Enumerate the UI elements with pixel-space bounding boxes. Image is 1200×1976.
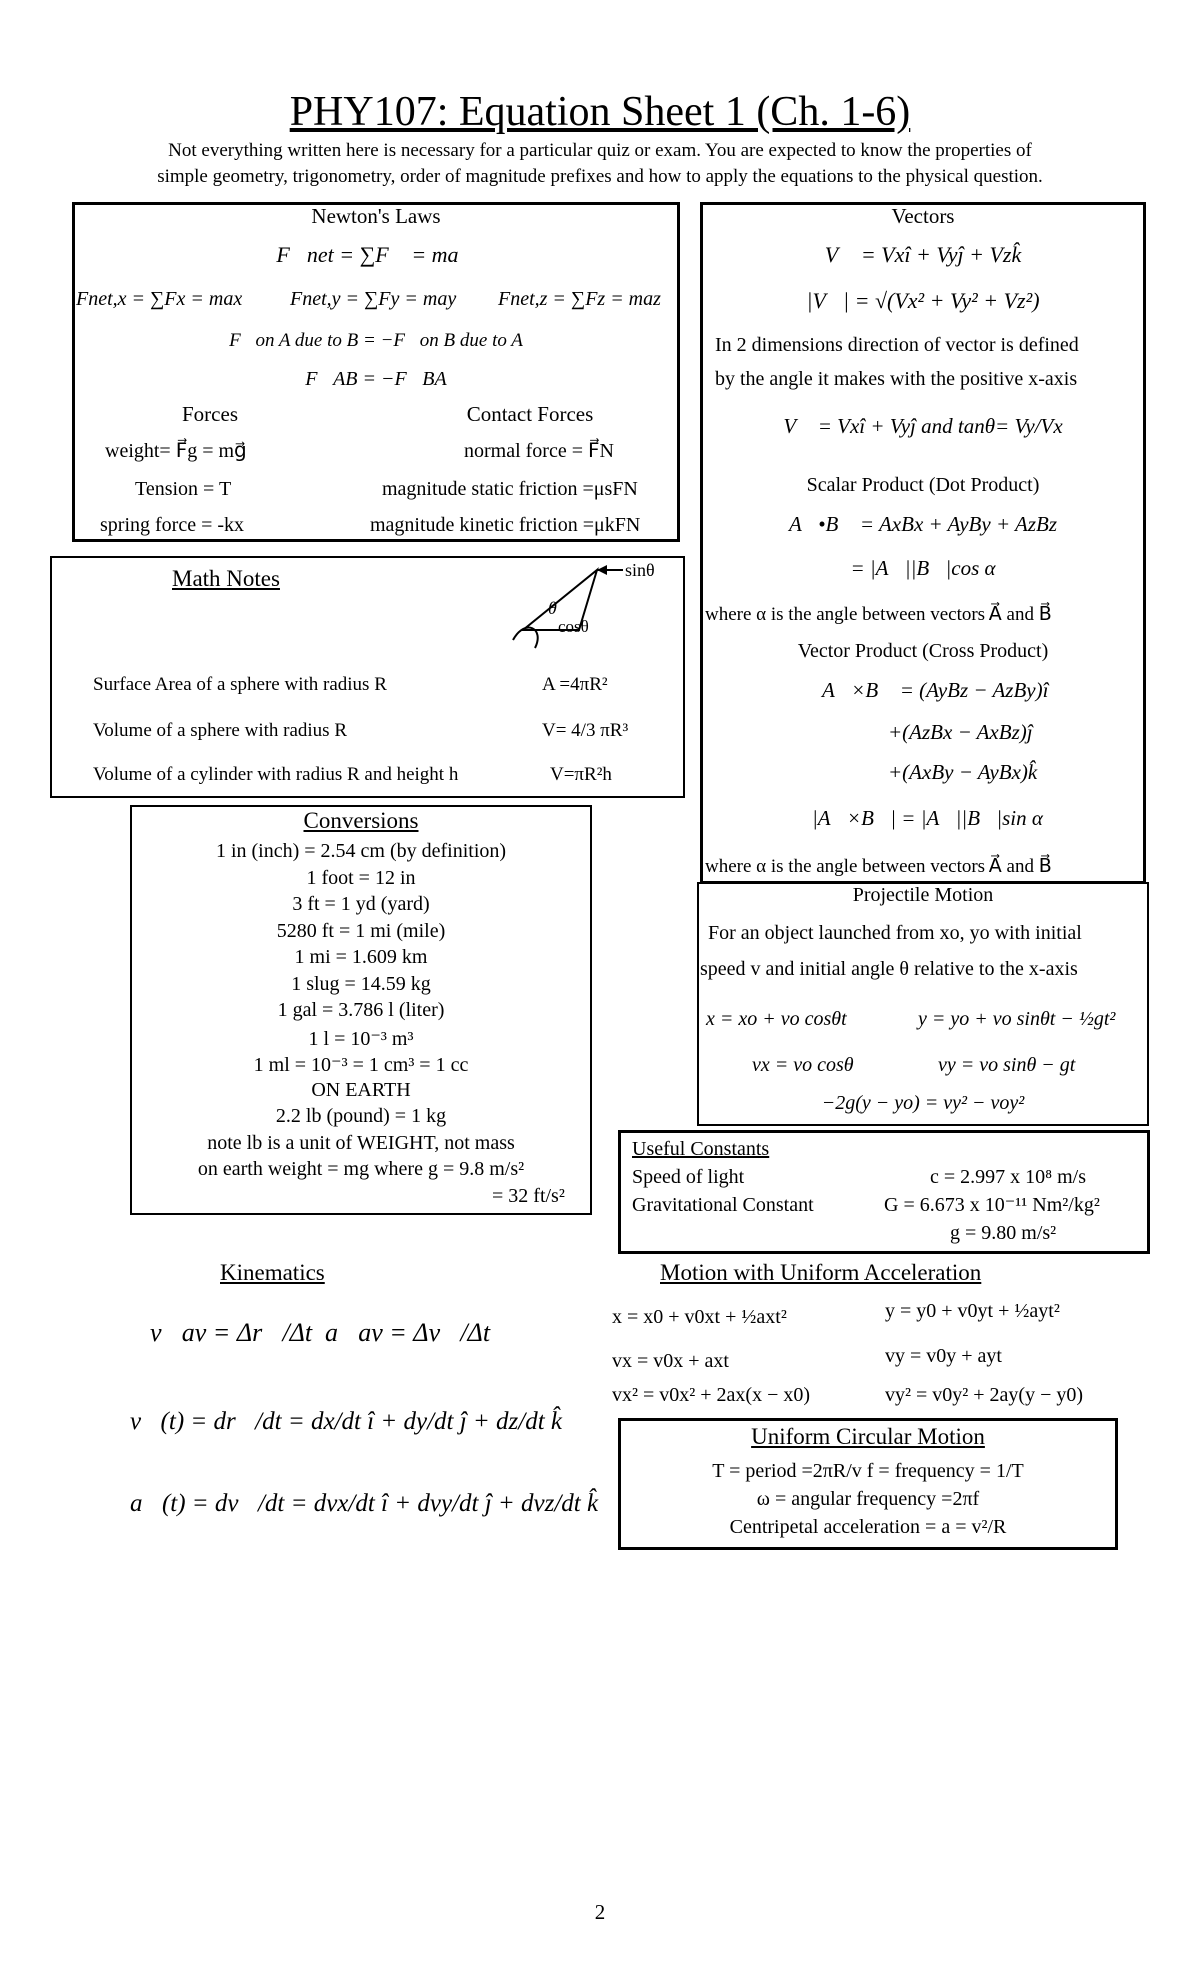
vectors-title: Vectors (891, 204, 955, 228)
conversions-list (130, 840, 592, 1185)
circular-motion-period: T = period =2πR/v f = frequency = 1/T (712, 1460, 1024, 1482)
vector-direction-text-2: by the angle it makes with the positive x-axis (715, 368, 1078, 390)
kinetic-friction-formula: magnitude kinetic friction =μkFN (370, 514, 641, 536)
gravity-value: g = 9.80 m/s² (950, 1222, 1057, 1244)
projectile-y-velocity: vy = vo sinθ − gt (938, 1054, 1076, 1076)
projectile-x-velocity: vx = vo cosθ (752, 1054, 854, 1076)
page-title: PHY107: Equation Sheet 1 (Ch. 1-6) (289, 89, 911, 135)
conversion-line: 3 ft = 1 yd (yard) (292, 893, 430, 915)
forces-heading: Forces (182, 402, 238, 426)
dot-product-title: Scalar Product (Dot Product) (806, 474, 1040, 496)
circular-motion-centripetal: Centripetal acceleration = a = v²/R (729, 1516, 1007, 1538)
conversion-line: 1 gal = 3.786 l (liter) (277, 999, 445, 1021)
contact-forces-heading: Contact Forces (466, 402, 594, 426)
conversion-line: 1 slug = 14.59 kg (291, 972, 431, 995)
newton-z-component: Fnet,z = ∑Fz = maz (498, 288, 661, 310)
cross-product-title: Vector Product (Cross Product) (797, 640, 1049, 662)
sphere-area-eq: A =4πR² (542, 674, 608, 695)
circular-motion-title: Uniform Circular Motion (751, 1424, 985, 1449)
kinematics-title: Kinematics (220, 1260, 325, 1285)
conversion-line: ON EARTH (311, 1078, 411, 1101)
projectile-text-1: For an object launched from xo, yo with initial (708, 922, 1082, 944)
grav-constant-value: G = 6.673 x 10⁻¹¹ Nm²/kg² (884, 1194, 1100, 1216)
weight-formula: weight= F⃗g = mg⃗ (105, 440, 247, 462)
conversions-title: Conversions (303, 808, 419, 833)
newtons-laws-title: Newton's Laws (311, 204, 441, 228)
sin-label: sinθ (625, 560, 655, 580)
uniform-acceleration-title: Motion with Uniform Acceleration (660, 1260, 982, 1285)
cross-product-where: where α is the angle between vectors A⃗ and B⃗ (705, 856, 1052, 877)
conversion-line: 2.2 lb (pound) = 1 kg (275, 1105, 447, 1127)
conversion-line: 1 foot = 12 in (306, 866, 416, 889)
instantaneous-velocity-eq: v⃗(t) = dr⃗/dt = dx/dt î + dy/dt ĵ + dz/dt k̂ (130, 1408, 563, 1435)
uniform-accel-x-position: x = x0 + v0xt + ½axt² (612, 1306, 787, 1328)
spring-formula: spring force = -kx (100, 514, 245, 536)
vector-components-eq: V⃗ = Vxî + Vyĵ + Vzk̂ (824, 242, 1022, 267)
dot-product-eq-1: A⃗•B⃗ = AxBx + AyBy + AzBz (789, 512, 1057, 536)
conversion-g-feet: = 32 ft/s² (492, 1185, 565, 1207)
page-number: 2 (594, 1900, 606, 1924)
average-velocity-eq: v⃗av = Δr⃗/Δt (150, 1318, 313, 1347)
dot-product-where: where α is the angle between vectors A⃗ and B⃗ (705, 604, 1052, 625)
sphere-area-label: Surface Area of a sphere with radius R (93, 674, 387, 695)
conversion-line: 1 l = 10⁻³ m³ (308, 1027, 414, 1050)
sphere-volume-eq: V= 4/3 πR³ (542, 720, 629, 741)
sphere-volume-label: Volume of a sphere with radius R (93, 720, 347, 741)
intro-line-2: simple geometry, trigonometry, order of magnitude prefixes and how to apply the equations to the physical question. (157, 166, 1043, 187)
speed-of-light-value: c = 2.997 x 10⁸ m/s (930, 1166, 1087, 1188)
newton-x-component: Fnet,x = ∑Fx = max (76, 288, 243, 310)
conversion-line: 1 in (inch) = 2.54 cm (by definition) (215, 840, 507, 862)
static-friction-formula: magnitude static friction =μsFN (382, 478, 638, 500)
conversion-line: note lb is a unit of WEIGHT, not mass (207, 1131, 515, 1154)
projectile-text-2: speed v and initial angle θ relative to the x-axis (700, 958, 1078, 980)
dot-product-eq-2: = |A⃗||B⃗|cos α (850, 556, 996, 580)
normal-force-formula: normal force = F⃗N (464, 440, 614, 462)
instantaneous-acceleration-eq: a⃗(t) = dv⃗/dt = dvx/dt î + dvy/dt ĵ + dvz/dt k̂ (130, 1490, 599, 1517)
cross-product-eq-1: A⃗×B⃗ = (AyBz − AzBy)î (822, 678, 1049, 702)
conversion-line: 1 mi = 1.609 km (294, 946, 428, 968)
average-acceleration-eq: a⃗av = Δv⃗/Δt (325, 1318, 491, 1347)
theta-label: θ (548, 598, 557, 618)
projectile-motion-box (697, 882, 1149, 1126)
tension-formula: Tension = T (135, 478, 232, 500)
useful-constants-title: Useful Constants (632, 1138, 770, 1160)
conversion-line: 5280 ft = 1 mi (mile) (276, 919, 446, 942)
vector-direction-text-1: In 2 dimensions direction of vector is defined (715, 334, 1079, 356)
speed-of-light-label: Speed of light (632, 1166, 745, 1188)
sin-arrowhead (597, 565, 607, 575)
projectile-motion-title: Projectile Motion (852, 884, 994, 906)
math-notes-title: Math Notes (172, 566, 280, 591)
newton-second-law: F⃗net = ∑F⃗ = ma⃗ (276, 242, 476, 267)
uniform-accel-x-velocity: vx = v0x + axt (612, 1350, 729, 1372)
intro-line-1: Not everything written here is necessary for a particular quiz or exam. You are expected to know the properties of (168, 140, 1032, 161)
uniform-accel-y-position: y = y0 + v0yt + ½ayt² (885, 1300, 1060, 1322)
newton-third-law-short: F⃗AB = −F⃗BA (305, 368, 447, 390)
cross-product-eq-3: +(AxBy − AyBx)k̂ (888, 760, 1038, 784)
uniform-accel-x-velocity-squared: vx² = v0x² + 2ax(x − x0) (612, 1384, 811, 1406)
uniform-accel-y-velocity: vy = v0y + ayt (885, 1345, 1002, 1367)
cross-product-magnitude: |A⃗×B⃗| = |A⃗||B⃗|sin α (812, 806, 1043, 830)
grav-constant-label: Gravitational Constant (632, 1194, 814, 1216)
conversion-line: on earth weight = mg where g = 9.8 m/s² (197, 1158, 525, 1180)
cos-label: cosθ (558, 617, 589, 636)
newton-y-component: Fnet,y = ∑Fy = may (290, 288, 457, 310)
vector-magnitude-eq: |V⃗| = √(Vx² + Vy² + Vz²) (806, 288, 1040, 313)
projectile-x-position: x = xo + vo cosθt (706, 1008, 847, 1030)
uniform-accel-y-velocity-squared: vy² = v0y² + 2ay(y − y0) (885, 1384, 1084, 1406)
cross-product-eq-2: +(AzBx − AxBz)ĵ (888, 720, 1033, 744)
circular-motion-angular-frequency: ω = angular frequency =2πf (756, 1488, 980, 1510)
projectile-y-position: y = yo + vo sinθt − ½gt² (918, 1008, 1116, 1030)
conversion-line: 1 ml = 10⁻³ = 1 cm³ = 1 cc (253, 1054, 469, 1076)
cylinder-volume-eq: V=πR²h (550, 764, 612, 785)
vector-2d-eq: V⃗ = Vxî + Vyĵ and tanθ= Vy/Vx (783, 414, 1063, 438)
cylinder-volume-label: Volume of a cylinder with radius R and height h (93, 764, 459, 785)
newton-third-law: F⃗on A due to B = −F⃗on B due to A (229, 330, 523, 351)
projectile-velocity-height: −2g(y − yo) = vy² − voy² (821, 1092, 1025, 1114)
